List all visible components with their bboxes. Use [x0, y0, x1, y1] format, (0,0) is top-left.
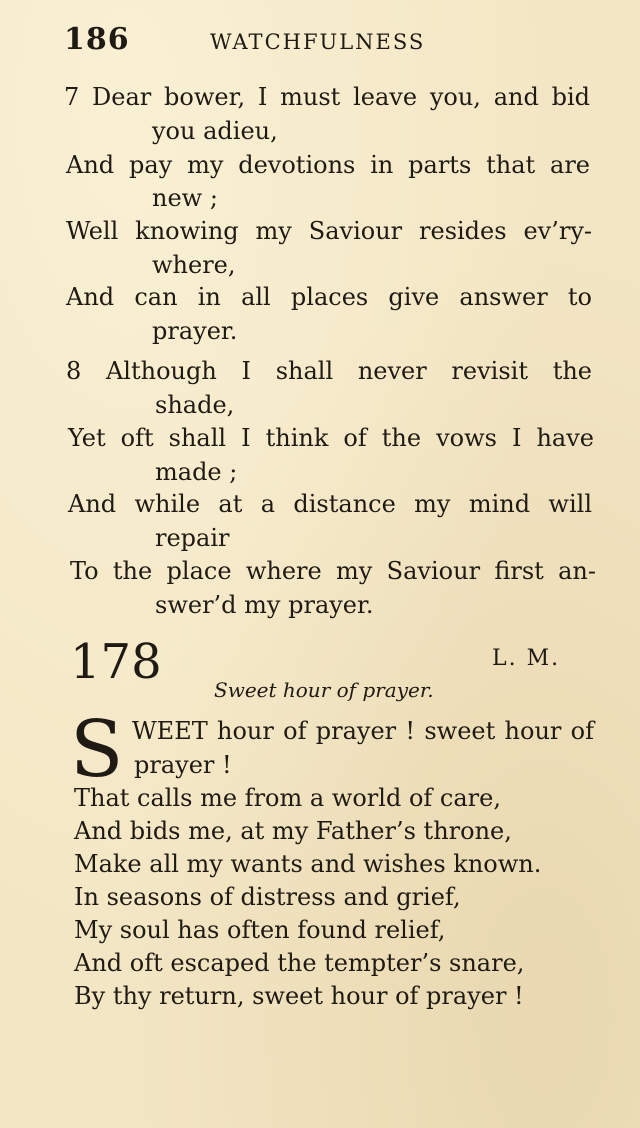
running-head: WATCHFULNESS: [210, 30, 426, 54]
page-number: 186: [64, 22, 130, 57]
stanza-8-line-6: repair: [155, 524, 230, 552]
hymn-line-2: prayer !: [134, 751, 232, 779]
hymn-line-6: In seasons of distress and grief,: [74, 883, 461, 911]
drop-cap: S: [70, 705, 124, 795]
hymn-subtitle: Sweet hour of prayer.: [214, 678, 434, 702]
stanza-8-line-7: To the place where my Saviour first an-: [70, 557, 596, 585]
hymn-meter: L. M.: [492, 646, 561, 671]
hymn-line-4: And bids me, at my Father’s throne,: [74, 817, 512, 845]
stanza-7-line-1: 7 Dear bower, I must leave you, and bid: [64, 83, 590, 111]
hymn-line-8: And oft escaped the tempter’s snare,: [74, 949, 525, 977]
stanza-8-line-4: made ;: [155, 458, 238, 486]
stanza-7-line-3: And pay my devotions in parts that are: [66, 151, 590, 179]
stanza-8-line-8: swer’d my prayer.: [155, 591, 374, 619]
stanza-7-line-8: prayer.: [152, 317, 238, 345]
page-header: [64, 22, 594, 62]
stanza-7-line-2: you adieu,: [152, 117, 278, 145]
stanza-7-line-4: new ;: [152, 184, 218, 212]
hymn-line-9: By thy return, sweet hour of prayer !: [74, 982, 524, 1010]
hymn-line-7: My soul has often found relief,: [74, 916, 446, 944]
stanza-8-line-5: And while at a distance my mind will: [68, 490, 592, 518]
hymn-line-5: Make all my wants and wishes known.: [74, 850, 542, 878]
hymn-line-1: WEET hour of prayer ! sweet hour of: [132, 717, 594, 745]
stanza-7-line-7: And can in all places give answer to: [66, 283, 592, 311]
stanza-8-line-3: Yet oft shall I think of the vows I have: [68, 424, 594, 452]
stanza-8-line-1: 8 Although I shall never revisit the: [66, 357, 592, 385]
stanza-7-line-6: where,: [152, 251, 236, 279]
stanza-8-line-2: shade,: [155, 391, 235, 419]
hymn-line-3: That calls me from a world of care,: [74, 784, 501, 812]
hymn-number: 178: [70, 634, 162, 690]
stanza-7-line-5: Well knowing my Saviour resides ev’ry-: [66, 217, 592, 245]
